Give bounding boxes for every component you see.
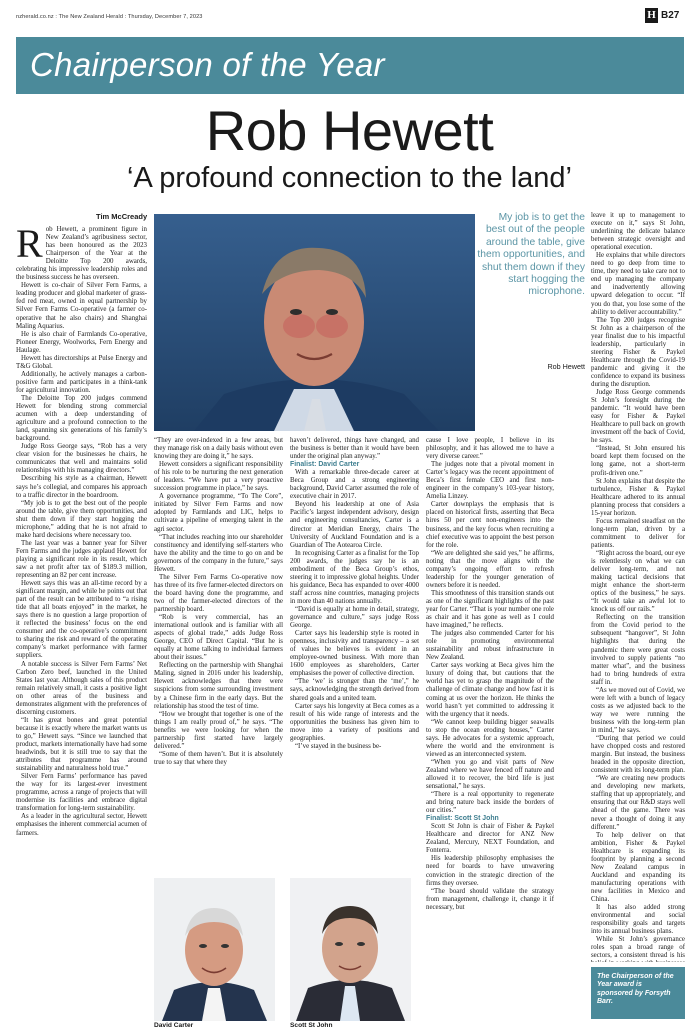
article-paragraph: cause I love people, I believe in its philosophy, and it has allowed me to have a very diverse career.” [426, 437, 554, 461]
pull-quote-attribution: Rob Hewett [547, 362, 585, 371]
article-headline: Rob Hewett [205, 99, 494, 162]
article-paragraph: Carter says his longevity at Beca comes as a result of his wide range of interests and the opportunities the business has given him to move into a variety of positions and geographies. [290, 702, 419, 742]
article-paragraph: “How we brought that together is one of the things I am really proud of,” he says. “The benefits we were looking for when the partnership first started have largely delivered.” [154, 710, 283, 750]
article-paragraph: Scott St John is chair of Fisher & Paykel Healthcare and director for ANZ New Zealand, Mercury, NEXT Foundation, and Fonterra. [426, 823, 554, 855]
article-paragraph: He explains that while directors need to go deep from time to time, they need to take care not to end up managing the company and inadvertently allowing upward delegation to occur. “If you do that, you lose some of the ability to deliver accountability.” [591, 252, 685, 316]
article-paragraph: Hewett is co-chair of Silver Fern Farms, a leading producer and global marketer of grass-fed red meat, owned in equal partnership by Silver Fern Farms Co-operative (a farmer co-operative that he also chairs) and Shanghai Maling Aquarius. [16, 282, 147, 330]
article-paragraph: In recognising Carter as a finalist for the Top 200 awards, the judges say he is an embodiment of the Beca Group’s ethos, steering it to impressive global heights. Under his guidance, Beca has expanded to over 4000 staff across nine countries, managing projects in more than 40 nations annually. [290, 549, 419, 605]
article-paragraph: Hewett considers a significant responsibility of his role to be nurturing the next generation of leaders. “We have put a very proactive succession programme in place,” he says. [154, 461, 283, 493]
article-column-1 [16, 226, 147, 1023]
david-carter-photo [154, 878, 275, 1021]
pull-quote: My job is to get the best out of the people around the table, give them opportunities, and shut them down if they start hogging the microphone. [477, 212, 585, 298]
article-paragraph: The Top 200 judges recognise St John as a chairperson of the year finalist due to his impactful leadership, particularly in steering Fisher & Paykel Healthcare through the Covid-19 pandemic and giving it the confidence to expand its business during the disruption. [591, 316, 685, 388]
article-paragraph: Beyond his leadership at one of Asia Pacific’s largest independent advisory, design and engineering consultancies, Carter is a director at Meridian Energy, chairs The University of Auckland Foundation and is a Guardian of The Aotearoa Circle. [290, 501, 419, 549]
article-paragraph: It has also added strong environmental and social responsibility goals and targets into its annual business plans. [591, 904, 685, 936]
article-paragraph: “Rob is very commercial, has an international outlook and is familiar with all aspects of global trade,” adds Judge Ross George, CEO of Direct Capital. “But he is equally at home talking to individual farmers about their issues.” [154, 614, 283, 662]
article-paragraph: “Some of them haven’t. But it is absolutely true to say that where they [154, 750, 283, 766]
article-paragraph: Hewett says this was an all-time record by a significant margin, and while he points out that part of the result can be attributed to “a rising tide that all boats enjoyed” in the market, he says there is no question a large proportion of it reflected the business’ focus on the end consumer and the co-operative’s commitment to sharing the risk and reward of the operating company’s market performance with farmer suppliers. [16, 580, 147, 660]
page-number: B27 [661, 10, 680, 21]
article-paragraph: haven’t delivered, things have changed, and the business is better than it would have been under the original plan anyway.” [290, 437, 419, 461]
article-paragraph: “Instead, St John ensured his board kept them focused on the long game, not a short-term profit-driven one.” [591, 445, 685, 477]
article-paragraph: “I’ve stayed in the business be- [295, 742, 382, 750]
david-carter-caption: David Carter [154, 1022, 194, 1029]
drop-cap: R [16, 226, 43, 266]
article-paragraph: A governance programme, “To The Core”, initiated by Silver Fern Farms and now adopted by Farmlands and LIC, helps to cultivate a pipeline of emerging talent in the agri sector. [154, 493, 283, 533]
article-paragraph: The Silver Fern Farms Co-operative now has three of its five farmer-elected directors on the board having done the programme, and two of the farmer-elected directors of the partnership board. [154, 573, 283, 613]
article-paragraph: Focus remained steadfast on the long-term plan, driven by a commitment to deliver for patients. [591, 517, 685, 549]
article-paragraph: “We cannot keep building bigger seawalls to stop the ocean eroding houses,” Carter says. He advocates for a systemic approach, where the world and the environment is viewed as an interconnected system. [426, 718, 554, 758]
article-paragraph: “There is a real opportunity to regenerate and bring nature back inside the borders of our cities.” [426, 791, 554, 815]
article-paragraph: Judge Ross George commends St John’s foresight during the pandemic. “It would have been easy for Fisher & Paykel Healthcare to pull back on growth investment off the back of Covid, he says. [591, 389, 685, 445]
main-portrait-photo [154, 214, 475, 431]
article-paragraph: To help deliver on that ambition, Fisher & Paykel Healthcare is expanding its footprint by planning a second New Zealand campus in Auckland and expanding its manufacturing operations with new facilities in Mexico and China. [591, 831, 685, 903]
article-paragraph: “That includes reaching into our shareholder constituency and identifying self-starters who have the ability and the time to go on and be governors of the company in the future,” says Hewett. [154, 533, 283, 573]
article-paragraph: Hewett has directorships at Pulse Energy and T&G Global. [16, 354, 147, 370]
article-paragraph: Reflecting on the partnership with Shanghai Maling, signed in 2016 under his leadership, Hewett acknowledges that there were suspicions from some surrounding investment by a Chinese firm in the early days. But the relationship has stood the test of time. [154, 662, 283, 710]
article-paragraph: The judges also commended Carter for his role in promoting environmental sustainability and robust infrastructure in New Zealand. [426, 630, 554, 662]
article-column-4 [426, 437, 554, 1023]
article-paragraph: “They are over-indexed in a few areas, but they manage risk on a daily basis without even knowing they are doing it,” he says. [154, 437, 283, 461]
article-paragraph: “As we moved out of Covid, we were left with a bunch of legacy costs as we adjusted back to the way we were running the business with the long-term plan in mind,” he says. [591, 686, 685, 734]
article-paragraph: His leadership philosophy emphasises the need for boards to have unwavering conviction in the strategic direction of the firms they oversee. [426, 855, 554, 887]
article-paragraph: “Right across the board, our eye is relentlessly on what we can deliver long-term, and not making tactical decisions that might enhance the short-term optics of the business,” he says. “It would take an awful lot to knock us off our rails.” [591, 549, 685, 614]
masthead-dateline: nzherald.co.nz : The New Zealand Herald : Thursday, December 7, 2023 [16, 14, 203, 20]
article-paragraph: “We are delighted she said yes,” he affirms, noting that the move aligns with the company’s ongoing effort to refresh leadership for the younger generation of owners before it is needed. [426, 549, 554, 589]
sponsor-notice: The Chairperson of the Year award is sponsored by Forsyth Barr. [591, 967, 685, 1019]
herald-logo: H [645, 8, 658, 23]
article-paragraph: Silver Fern Farms’ performance has paved the way for its largest-ever investment programme, across a range of projects that will modernise its facilities and embrace digital transformation for long-term sustainability. [16, 773, 147, 813]
article-paragraph: Reflecting on the transition from the Covid period to the subsequent “hangover”, St John highlights that during the pandemic there were great costs involved to supply patients “no matter what”, and the business had to bring hundreds of extra staff in. [591, 614, 685, 686]
scott-st-john-portrait [290, 878, 411, 1021]
article-paragraph: “My job is to get the best out of the people around the table, give them opportunities, and shut them down if they start hogging the microphone,” adding that he is not afraid to make hard decisions where necessary too. [16, 499, 147, 539]
masthead [0, 0, 699, 30]
article-paragraph: Carter says his leadership style is rooted in openness, inclusivity and transparency – a set of values he believes is evident in an employee-owned business. With more than 1600 employees as shareholders, Carter emphasises the power of collective direction. [290, 630, 419, 678]
article-column-5 [591, 212, 685, 962]
article-paragraph: With a remarkable three-decade career at Beca Group and a strong engineering background, David Carter assumed the role of executive chair in 2017. [290, 469, 419, 501]
article-subheadline: ‘A profound connection to the land’ [127, 162, 572, 194]
article-paragraph: Carter downplays the emphasis that is placed on historical firsts, asserting that Beca hires 50 per cent non-engineers into the business, and the key focus when recruiting a chief executive was to appoint the best person for the role. [426, 501, 554, 549]
article-paragraph: “We are creating new products and developing new markets, staffing that up appropriately, and ensuring that our R&D stays well ahead of the game. There was never a thought of doing it any different.” [591, 775, 685, 831]
article-paragraph: “David is equally at home in detail, strategy, governance and culture,” says judge Ross George. [290, 605, 419, 630]
article-paragraph: The Deloitte Top 200 judges commend Hewett for blending strong commercial acumen with a deep understanding of agriculture and a profound connection to the land, spanning six generations of his family’s background. [16, 394, 147, 443]
article-paragraph: This smoothness of this transition stands out as one of the significant highlights of the past year for Carter. “That is your number one role as chair and it has gone as well as I could have imagined,” he reflects. [426, 589, 554, 630]
article-paragraph: “The ‘we’ is stronger than the ‘me’,” he says, acknowledging the strength derived from shared goals and a united team. [290, 678, 419, 702]
article-paragraph: While St John’s governance roles span a broad range of sectors, a consistent thread is his [591, 936, 685, 960]
rob-hewett-portrait [154, 214, 475, 431]
article-paragraph: Carter says working at Beca gives him the luxury of doing that, but cautions that the world has yet to grasp the magnitude of the challenge of climate change and how fast it is coming at us over the horizon. He thinks the world hasn’t yet committed to addressing it with the urgency that it needs. [426, 662, 554, 718]
article-column-2 [154, 437, 283, 877]
scott-st-john-caption: Scott St John [290, 1022, 333, 1029]
article-paragraph: ob Hewett, a prominent figure in New Zealand’s agribusiness sector, has been honoured as the 2023 Chairperson of the Year at the Deloitte Top 200 awards, celebrating his impressive leadership roles and the business success he has overseen. [16, 226, 147, 282]
article-paragraph: Judge Ross George says, “Rob has a very clear vision for the businesses he chairs, he communicates that well and maintains solid relationships with his managing directors.” [16, 443, 147, 475]
finalist-subheading: Finalist: David Carter [290, 461, 360, 469]
article-paragraph: “It has great bones and great potential because it is exactly where the market wants us to go,” Hewett says. “Since we launched that product, markets internationally have had some headwinds, but it is still true to say that the attributes that programme has around sustainability and naturalness hold true.” [16, 716, 147, 773]
article-paragraph: He is also chair of Farmlands Co-operative, Pioneer Energy, Woolworks, Fern Energy and Haulage. [16, 330, 147, 354]
article-paragraph: “The board should validate the strategy from management, challenge it, change it if necessary, but [426, 887, 554, 911]
finalist-subheading: Finalist: Scott St John [426, 815, 499, 823]
article-paragraph: The last year was a banner year for Silver Fern Farms and the judges applaud Hewett for playing a significant role in its result, which saw a net profit after tax of $189.3 million, representing an 82 per cent increase. [16, 539, 147, 580]
scott-st-john-photo [290, 878, 411, 1021]
article-paragraph: Additionally, he actively manages a carbon-positive farm and participates in a think-tank for agricultural innovation. [16, 370, 147, 394]
article-column-3 [290, 437, 419, 877]
article-paragraph: The judges note that a pivotal moment in Carter’s legacy was the recent appointment of Beca’s first female CEO and first non-engineer in the company’s 103-year history, Amelia Linzey. [426, 461, 554, 501]
article-byline: Tim McCready [96, 212, 148, 221]
article-paragraph: As a leader in the agricultural sector, Hewett emphasises the inherent commercial acumen of farmers. [16, 813, 147, 837]
section-banner [16, 37, 684, 94]
article-paragraph: leave it up to management to execute on it,” says St John, underlining the delicate balance between strategic oversight and operational execution. [591, 212, 685, 252]
section-banner-title: Chairperson of the Year [30, 46, 385, 83]
article-paragraph: St John explains that despite the turbulence, Fisher & Paykel Healthcare adhered to its annual planning process that considers a 15-year horizon. [591, 477, 685, 517]
article-paragraph: “During that period we could have chopped costs and restored margin. But instead, the business headed in the opposite direction, consistent with its long-term plan. [591, 735, 685, 775]
article-paragraph: A notable success is Silver Fern Farms’ Net Carbon Zero beef, launched in the United States last year. Although sales of this product remain relatively small, it casts a positive light on other areas of the business and demonstrates alignment with the preferences of discerning customers. [16, 660, 147, 716]
david-carter-portrait [154, 878, 275, 1021]
article-paragraph: Describing his style as a chairman, Hewett says he’s collegial, and compares his approach to a traffic director in the boardroom. [16, 475, 147, 499]
article-paragraph: “When you go and visit parts of New Zealand where we have fenced off nature and allowed it to recover, the bird life is just sensational,” he says. [426, 758, 554, 791]
